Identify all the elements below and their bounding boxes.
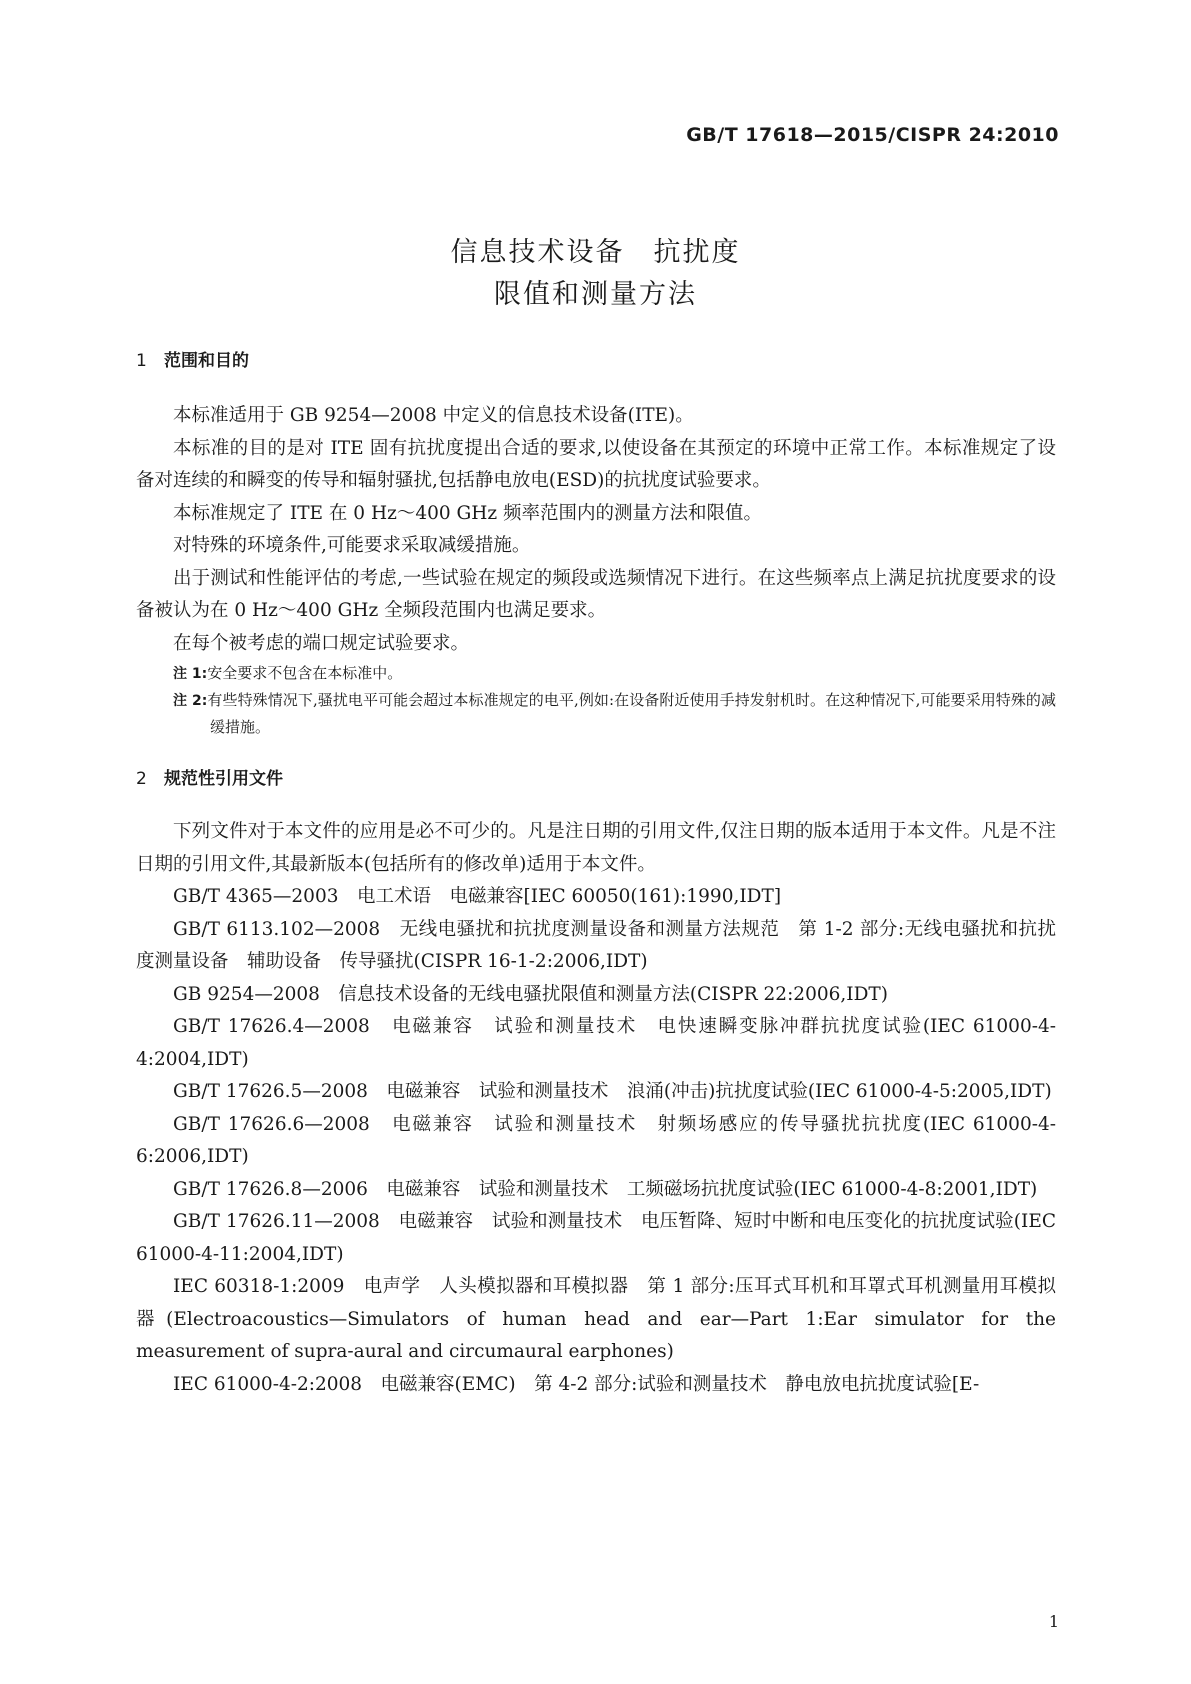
paragraph: 出于测试和性能评估的考虑,一些试验在规定的频段或选频情况下进行。在这些频率点上满足抗扰度要求的设备被认为在 0 Hz～400 GHz 全频段范围内也满足要求。 — [136, 567, 1056, 621]
paragraph: 对特殊的环境条件,可能要求采取减缓措施。 — [173, 535, 531, 556]
paragraph: 本标准规定了 ITE 在 0 Hz～400 GHz 频率范围内的测量方法和限值。 — [173, 502, 763, 524]
section-1-number: 1 — [136, 351, 147, 371]
note-text: 安全要求不包含在本标准中。 — [207, 664, 403, 682]
reference-item: GB/T 17626.8—2006 电磁兼容 试验和测量技术 工频磁场抗扰度试验(IEC 61000-4-8:2001,IDT) — [173, 1178, 1038, 1200]
section-1-heading — [136, 346, 249, 371]
paragraph: 下列文件对于本文件的应用是必不可少的。凡是注日期的引用文件,仅注日期的版本适用于本文件。凡是不注日期的引用文件,其最新版本(包括所有的修改单)适用于本文件。 — [136, 821, 1056, 875]
reference-item: IEC 61000-4-2:2008 电磁兼容(EMC) 第 4-2 部分:试验和测量技术 静电放电抗扰度试验[E- — [173, 1373, 980, 1395]
reference-item: GB/T 17626.11—2008 电磁兼容 试验和测量技术 电压暂降、短时中断和电压变化的抗扰度试验(IEC 61000-4-11:2004,IDT) — [136, 1211, 1056, 1265]
document-title-line2: 限值和测量方法 — [494, 279, 697, 310]
reference-item: GB 9254—2008 信息技术设备的无线电骚扰限值和测量方法(CISPR 22:2006,IDT) — [173, 983, 888, 1005]
note-text: 有些特殊情况下,骚扰电平可能会超过本标准规定的电平,例如:在设备附近使用手持发射机时。在这种情况下,可能要采用特殊的减缓措施。 — [207, 691, 1056, 736]
reference-item: GB/T 17626.6—2008 电磁兼容 试验和测量技术 射频场感应的传导骚扰抗扰度(IEC 61000-4-6:2006,IDT) — [136, 1113, 1056, 1167]
paragraph: 本标准的目的是对 ITE 固有抗扰度提出合适的要求,以使设备在其预定的环境中正常工作。本标准规定了设备对连续的和瞬变的传导和辐射骚扰,包括静电放电(ESD)的抗扰度试验要求。 — [136, 437, 1056, 491]
reference-item: GB/T 17626.4—2008 电磁兼容 试验和测量技术 电快速瞬变脉冲群抗扰度试验(IEC 61000-4-4:2004,IDT) — [136, 1016, 1056, 1070]
reference-item: GB/T 6113.102—2008 无线电骚扰和抗扰度测量设备和测量方法规范 第 1-2 部分:无线电骚扰和抗扰度测量设备 辅助设备 传导骚扰(CISPR 16-1-2:2006,IDT) — [136, 918, 1056, 972]
section-2-title: 规范性引用文件 — [164, 769, 283, 789]
note-1 — [136, 660, 1056, 687]
section-2-number: 2 — [136, 769, 147, 789]
page-number: 1 — [1048, 1612, 1059, 1631]
paragraph: 在每个被考虑的端口规定试验要求。 — [173, 632, 470, 654]
reference-item: GB/T 4365—2003 电工术语 电磁兼容[IEC 60050(161):1990,IDT] — [173, 886, 782, 907]
reference-item: IEC 60318-1:2009 电声学 人头模拟器和耳模拟器 第 1 部分:压耳式耳机和耳罩式耳机测量用耳模拟器(Electroacoustics—Simulators of human head and ear—Part 1:Ear simulator for the measurement of supra-aural and circumaural earphones) — [136, 1276, 1056, 1362]
note-label: 注 1: — [173, 666, 208, 682]
document-title-line1: 信息技术设备 抗扰度 — [450, 237, 741, 268]
section-1-title: 范围和目的 — [164, 351, 249, 371]
paragraph: 本标准适用于 GB 9254—2008 中定义的信息技术设备(ITE)。 — [173, 405, 694, 426]
standard-code: GB/T 17618—2015/CISPR 24:2010 — [686, 124, 1059, 146]
section-2-body — [136, 816, 1056, 1401]
section-1-body — [136, 400, 1056, 740]
note-label: 注 2: — [173, 693, 208, 709]
section-2-heading — [136, 764, 283, 789]
note-2 — [136, 687, 1056, 740]
reference-item: GB/T 17626.5—2008 电磁兼容 试验和测量技术 浪涌(冲击)抗扰度试验(IEC 61000-4-5:2005,IDT) — [173, 1081, 1052, 1102]
